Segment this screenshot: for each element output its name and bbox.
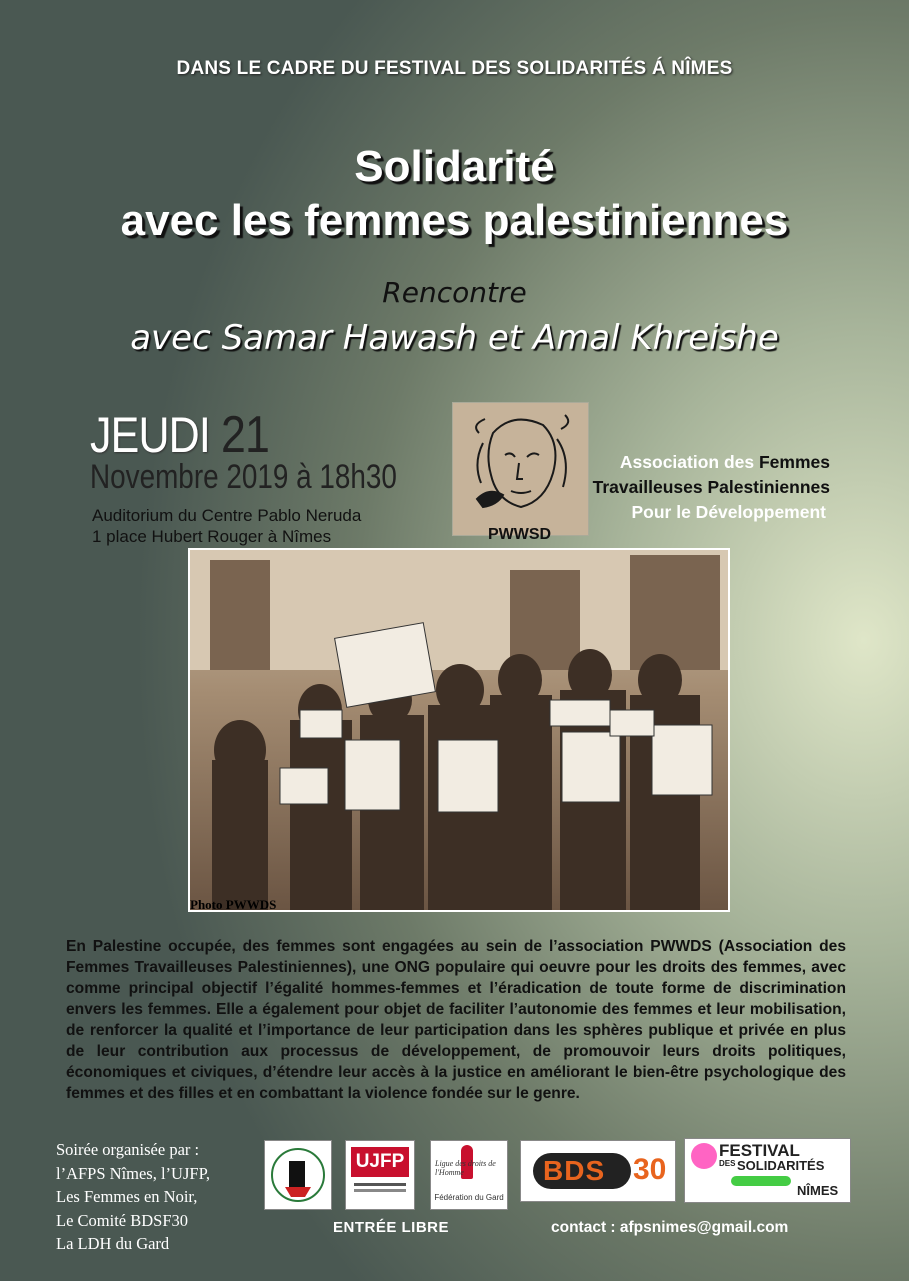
fest-logo-line1: FESTIVAL bbox=[719, 1141, 800, 1160]
protest-photo bbox=[188, 548, 730, 912]
pwwsd-logo-label: PWWSD bbox=[487, 526, 552, 543]
organizer-item: Les Femmes en Noir, bbox=[56, 1187, 198, 1206]
ldh-logo bbox=[430, 1140, 508, 1210]
pwwsd-logo bbox=[452, 402, 589, 536]
ldh-logo-text: Ligue des droits de l'Homme bbox=[435, 1159, 496, 1177]
rencontre-label: Rencontre bbox=[382, 276, 527, 309]
assoc-line2: Travailleuses Palestiniennes bbox=[592, 477, 830, 497]
bds-logo bbox=[520, 1140, 676, 1202]
event-date-time: Novembre 2019 à 18h30 bbox=[90, 458, 397, 496]
page-title-line1: Solidarité bbox=[354, 142, 555, 191]
organizer-item: Le Comité BDSF30 bbox=[56, 1210, 189, 1230]
afps-logo bbox=[264, 1140, 332, 1210]
bds-logo-text: BDS bbox=[543, 1155, 606, 1186]
description-paragraph: En Palestine occupée, des femmes sont engagées au sein de l’association PWWDS (Association des Femmes Travailleuses Palestiniennes), une ONG populaire qui oeuvre pour les droits des femmes, avec comme principal objectif l’égalité hommes-femmes et l’éradication de toute forme de discrimination envers les femmes. Elle a également pour objet de faciliter l’autonomie des femmes et leur mobilisation, de renforcer la qualité et l’importance de leur participation dans les sphères publique et privée en plus de leur contribution aux processus de développement, de promouvoir leurs droits politiques, économiques et civiques, d’étendre leur accès à la justice en améliorant le bien-être psychologique des femmes et des filles et en combattant la violence fondée sur le genre. bbox=[66, 938, 846, 1102]
organizer-item: l’AFPS Nîmes, l’UJFP, bbox=[56, 1163, 211, 1183]
fest-logo-line2: DES bbox=[719, 1159, 736, 1168]
assoc-line1b: Femmes bbox=[758, 452, 830, 472]
organizers-heading: Soirée organisée par : bbox=[56, 1140, 200, 1159]
event-day-name: JEUDI bbox=[90, 407, 210, 463]
venue-line1: Auditorium du Centre Pablo Neruda bbox=[92, 506, 362, 525]
ldh-logo-subtext: Fédération du Gard bbox=[434, 1193, 504, 1202]
assoc-line1a: Association des bbox=[619, 452, 759, 472]
venue-line2: 1 place Hubert Rouger à Nîmes bbox=[92, 527, 332, 546]
ujfp-logo-text: UJFP bbox=[351, 1147, 409, 1177]
fest-logo-line4: NÎMES bbox=[797, 1183, 839, 1198]
festival-heading: DANS LE CADRE DU FESTIVAL DES SOLIDARITÉS Á NÎMES bbox=[176, 58, 733, 79]
contact-email[interactable]: contact : afpsnimes@gmail.com bbox=[551, 1219, 789, 1236]
entree-libre: ENTRÉE LIBRE bbox=[333, 1219, 450, 1236]
bds-logo-number: 30 bbox=[633, 1153, 667, 1186]
event-day-number: 21 bbox=[221, 406, 270, 464]
ujfp-logo bbox=[345, 1140, 415, 1210]
assoc-line3: Pour le Développement bbox=[631, 502, 826, 522]
speakers-line: avec Samar Hawash et Amal Khreishe bbox=[130, 318, 779, 358]
page-title-line2: avec les femmes palestiniennes bbox=[120, 196, 789, 245]
festival-solidarites-logo bbox=[684, 1138, 851, 1203]
event-day bbox=[90, 405, 269, 465]
organizers-list bbox=[56, 1138, 210, 1256]
association-name bbox=[593, 450, 830, 525]
fest-logo-line3: SOLIDARITÉS bbox=[737, 1158, 825, 1173]
photo-credit: Photo PWWDS bbox=[190, 897, 277, 912]
organizer-item: La LDH du Gard bbox=[56, 1234, 170, 1253]
